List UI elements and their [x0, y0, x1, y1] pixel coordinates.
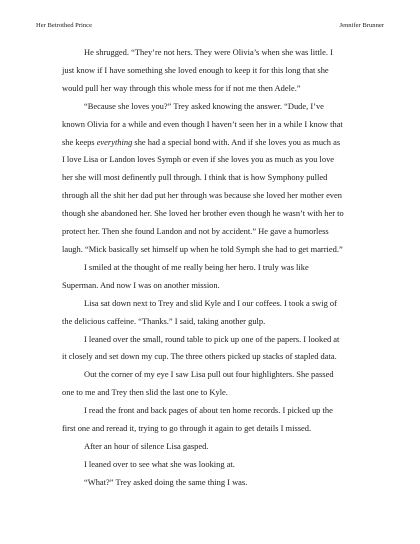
text-line: I love Lisa or Landon loves Symph or even if she loves you as much as you love — [62, 154, 335, 165]
paragraph — [62, 44, 378, 62]
paragraph-continuation — [62, 420, 378, 438]
text-line: the delicious caffeine. “Thanks.” I said, taking another gulp. — [62, 315, 266, 326]
text-line: “Because she loves you?” Trey asked knowing the answer. “Dude, I’ve — [84, 100, 324, 111]
paragraph — [62, 98, 378, 116]
text-line: I read the front and back pages of about ten home records. I picked up the — [84, 405, 333, 416]
text-line: He shrugged. “They’re not hers. They were Olivia’s when she was little. I — [84, 47, 333, 57]
text-fragment: she keeps — [62, 136, 97, 147]
paragraph — [62, 402, 378, 420]
paragraph-continuation — [62, 277, 378, 295]
text-line-mixed — [62, 134, 378, 152]
paragraph-continuation — [62, 348, 378, 366]
text-line: laugh. “Mick basically set himself up when he told Symph she had to get married.” — [62, 243, 343, 254]
text-line: one to me and Trey then slid the last one to Kyle. — [62, 387, 228, 398]
text-line: just know if I have something she loved enough to keep it for this long that she — [62, 64, 329, 75]
text-line: would pull her way through this whole mess for if not me then Adele.” — [62, 82, 301, 93]
paragraph-continuation — [62, 384, 378, 402]
text-line: Lisa sat down next to Trey and slid Kyle and I our coffees. I took a swig of — [84, 297, 337, 308]
text-line: known Olivia for a while and even though I haven’t seen her in a while I know that — [62, 118, 343, 129]
book-title: Her Betrothed Prince — [36, 22, 93, 29]
running-header — [36, 20, 384, 32]
paragraph — [62, 366, 378, 384]
emphasis-text: everything — [96, 136, 133, 147]
paragraph — [62, 456, 378, 474]
author-name: Jennifer Brunner — [339, 22, 384, 29]
paragraph — [62, 474, 378, 492]
text-fragment: she had a special bond with. And if she loves you as much as — [132, 136, 341, 147]
paragraph-continuation — [62, 313, 378, 331]
paragraph — [62, 331, 378, 349]
text-line: her she will most definently pull through. I think that is how Symphony pulled — [62, 172, 328, 183]
text-line: through all the shit her dad put her through was because she loved her mother even — [62, 190, 342, 201]
paragraph-continuation — [62, 62, 378, 98]
text-line: though she abandoned her. She loved her brother even though he wasn’t with her to — [62, 208, 344, 219]
text-line: protect her. Then she found Landon and not by accident.” He gave a humorless — [62, 226, 329, 237]
text-line: I smiled at the thought of me really being her hero. I truly was like — [84, 261, 309, 272]
paragraph-continuation — [62, 116, 378, 259]
text-line: it closely and set down my cup. The three others picked up stacks of stapled data. — [62, 351, 337, 362]
paragraph — [62, 438, 378, 456]
text-line: “What?” Trey asked doing the same thing I was. — [84, 476, 248, 487]
text-line: Superman. And now I was on another mission. — [62, 279, 220, 290]
text-line: Out the corner of my eye I saw Lisa pull out four highlighters. She passed — [84, 369, 334, 380]
paragraph — [62, 259, 378, 277]
paragraph — [62, 295, 378, 313]
text-line: I leaned over the small, round table to pick up one of the papers. I looked at — [84, 333, 340, 344]
text-line: first one and reread it, trying to go through it again to get details I missed. — [62, 423, 312, 434]
page-body — [62, 44, 378, 492]
text-line: After an hour of silence Lisa gasped. — [84, 440, 209, 451]
text-line: I leaned over to see what she was looking at. — [84, 458, 235, 469]
